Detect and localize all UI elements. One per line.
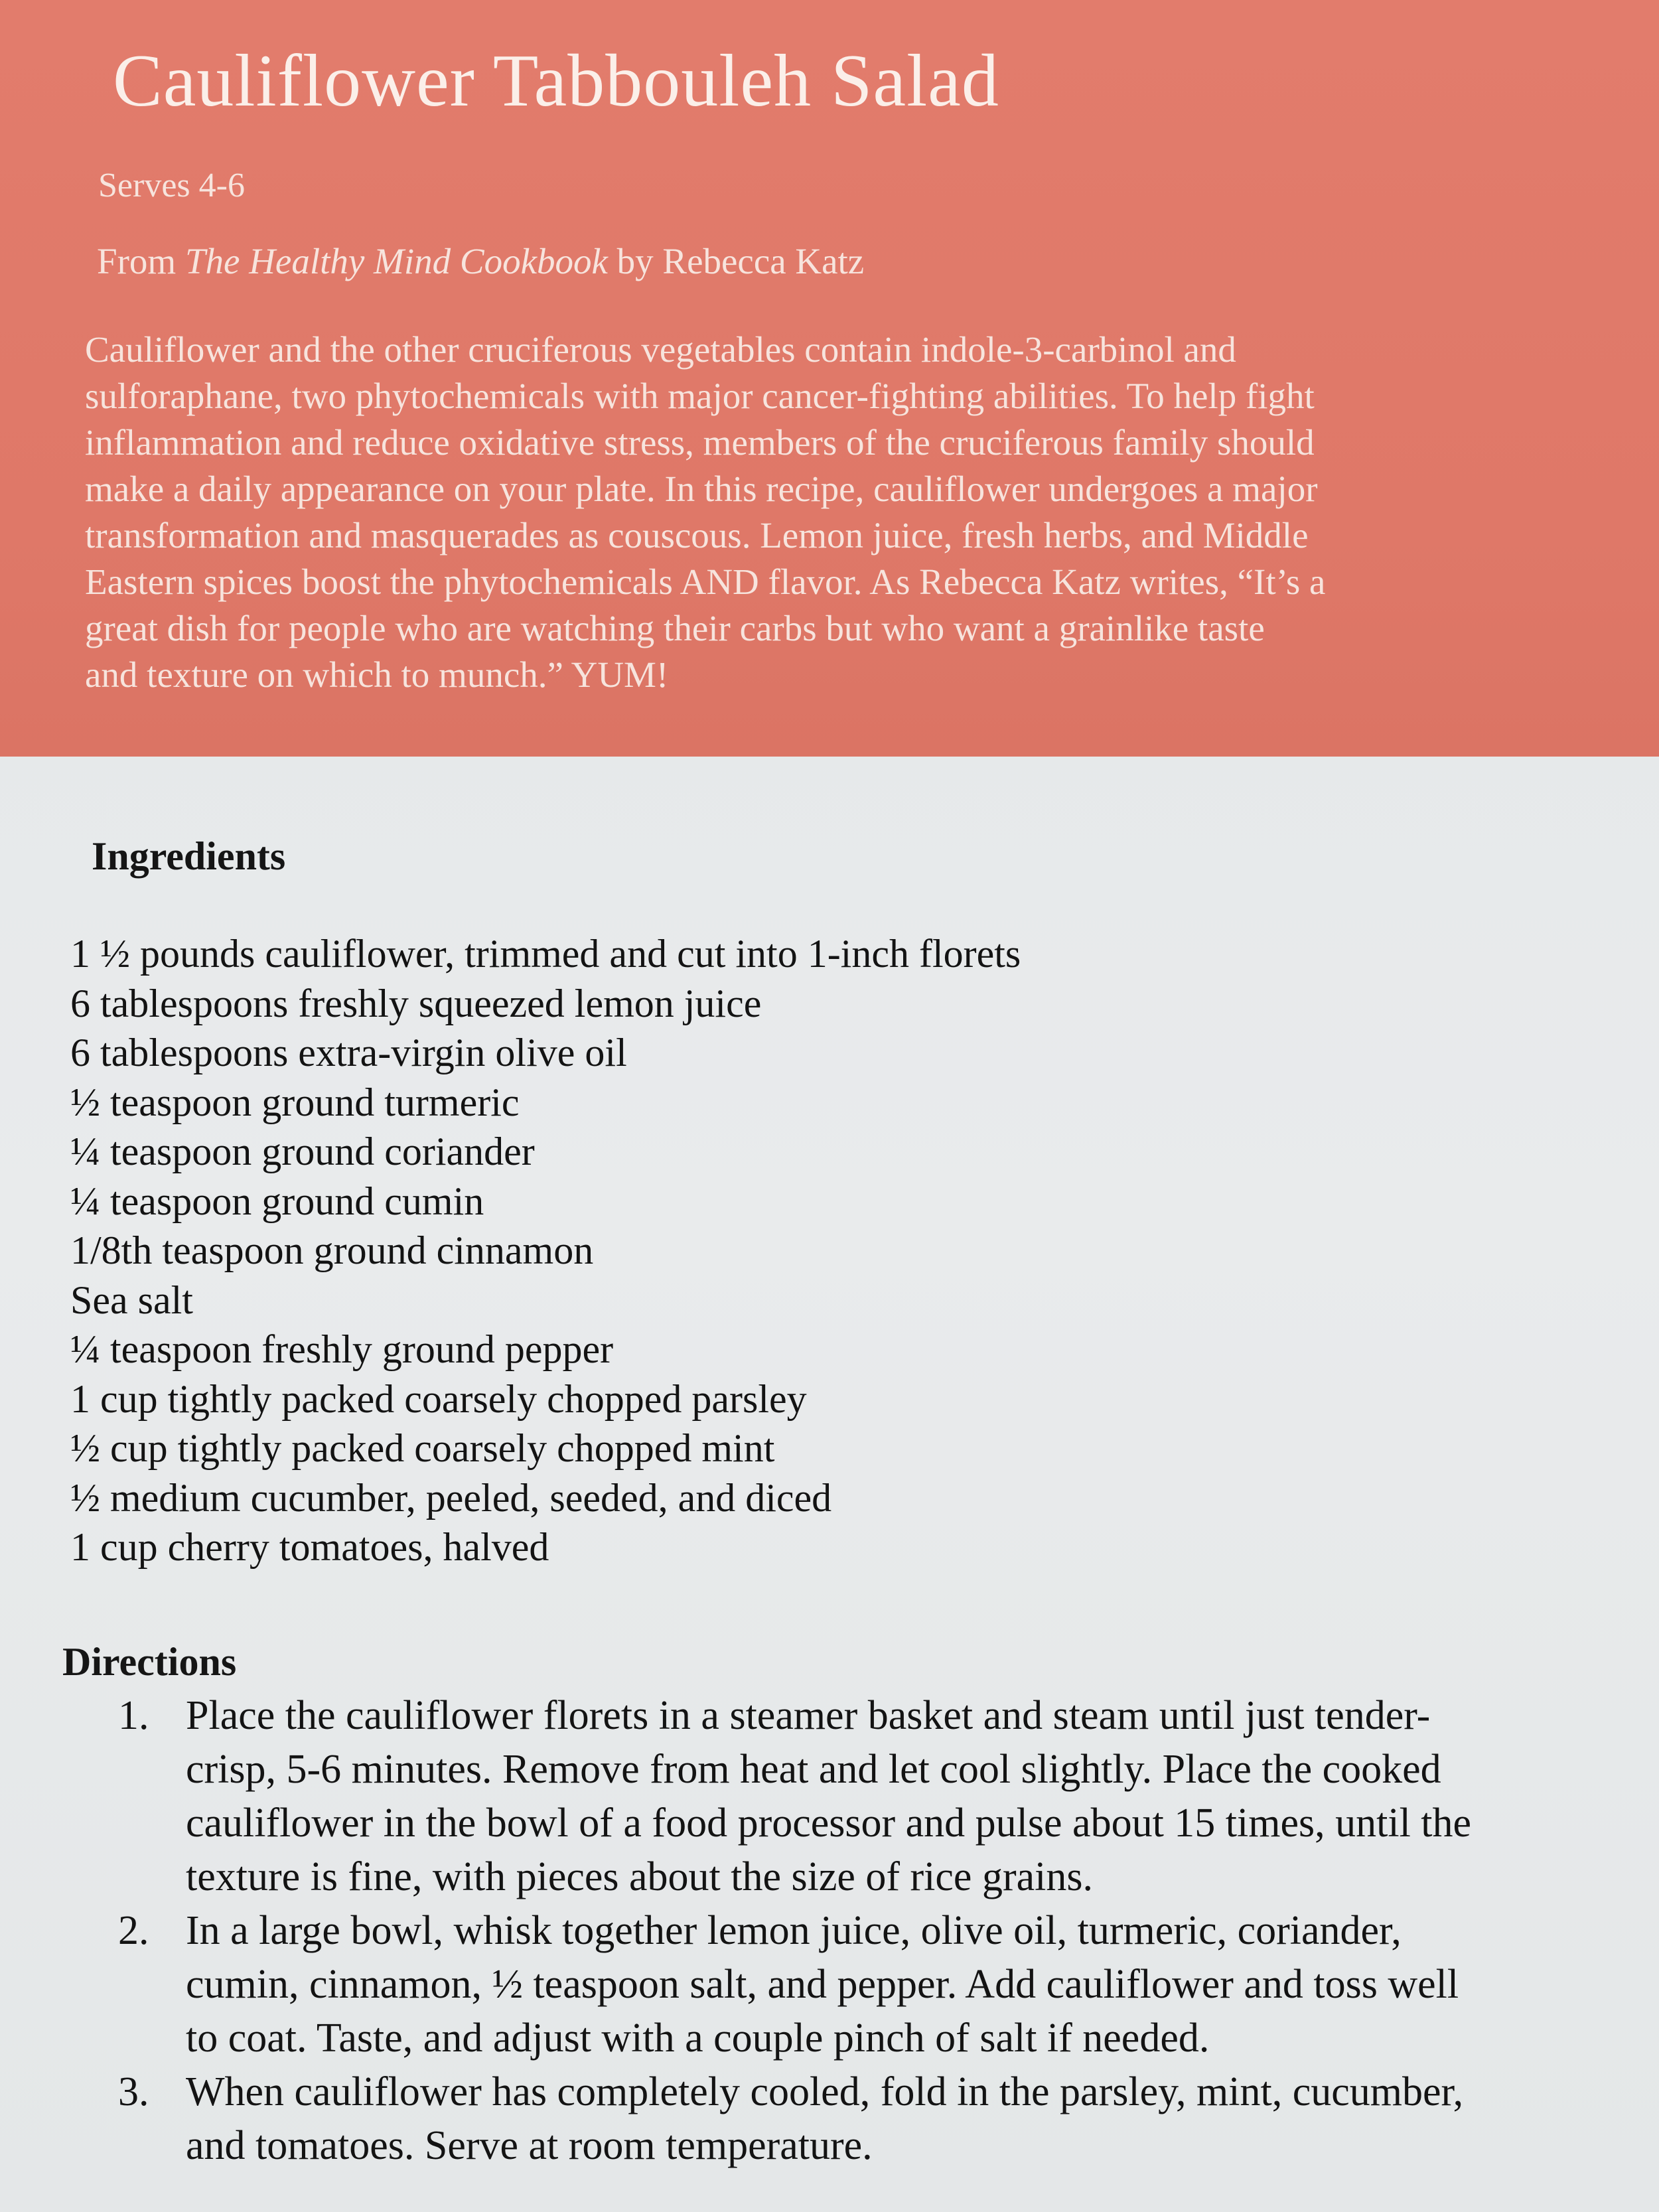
ingredient-item: Sea salt [70, 1278, 193, 1322]
ingredient-item: 1 ½ pounds cauliflower, trimmed and cut into 1-inch florets [70, 932, 1021, 976]
ingredient-item: 6 tablespoons extra-virgin olive oil [70, 1031, 627, 1074]
intro-line: Cauliflower and the other cruciferous vegetables contain indole-3-carbinol and [85, 329, 1236, 370]
ingredient-item: ½ medium cucumber, peeled, seeded, and diced [70, 1475, 832, 1520]
ingredient-item: 6 tablespoons freshly squeezed lemon juice [70, 981, 762, 1025]
intro-line: make a daily appearance on your plate. In this recipe, cauliflower undergoes a major [85, 469, 1318, 509]
recipe-source [97, 240, 864, 282]
ingredient-item: 1 cup tightly packed coarsely chopped parsley [70, 1376, 807, 1421]
direction-step [111, 1904, 1658, 2065]
ingredients-heading: Ingredients [92, 834, 286, 878]
step-text-line: Place the cauliflower florets in a steamer basket and steam until just tender- [186, 1693, 1431, 1738]
step-text-line: texture is fine, with pieces about the size of rice grains. [186, 1854, 1093, 1899]
ingredient-item: ¼ teaspoon ground coriander [70, 1130, 535, 1173]
directions-list [111, 1689, 1658, 2173]
intro-line: and texture on which to munch.” YUM! [85, 654, 669, 695]
step-number: 3. [118, 2069, 149, 2114]
recipe-title: Cauliflower Tabbouleh Salad [113, 40, 999, 122]
directions-heading: Directions [62, 1640, 237, 1684]
intro-line: transformation and masquerades as couscous. Lemon juice, fresh herbs, and Middle [85, 515, 1309, 555]
ingredient-item: ½ cup tightly packed coarsely chopped mint [70, 1426, 775, 1470]
intro-line: inflammation and reduce oxidative stress, members of the cruciferous family should [85, 422, 1315, 463]
ingredient-item: ½ teaspoon ground turmeric [70, 1080, 520, 1124]
intro-paragraph [85, 327, 1611, 698]
source-prefix: From [97, 241, 185, 281]
servings: Serves 4-6 [98, 167, 245, 204]
step-number: 2. [118, 1908, 149, 1953]
ingredient-item: 1 cup cherry tomatoes, halved [70, 1525, 549, 1569]
source-book-title: The Healthy Mind Cookbook [184, 241, 608, 281]
ingredient-item: ¼ teaspoon ground cumin [70, 1179, 484, 1223]
direction-step [111, 2065, 1658, 2173]
intro-line: sulforaphane, two phytochemicals with major cancer-fighting abilities. To help fight [85, 376, 1315, 416]
step-text-line: to coat. Taste, and adjust with a couple pinch of salt if needed. [186, 2016, 1210, 2061]
intro-line: great dish for people who are watching their carbs but who want a grainlike taste [85, 608, 1265, 648]
direction-step [111, 1689, 1658, 1904]
step-text-line: cauliflower in the bowl of a food processor and pulse about 15 times, until the [186, 1801, 1472, 1846]
step-text-line: When cauliflower has completely cooled, fold in the parsley, mint, cucumber, [186, 2069, 1464, 2114]
step-number: 1. [118, 1693, 149, 1738]
step-text-line: cumin, cinnamon, ½ teaspoon salt, and pepper. Add cauliflower and toss well [186, 1962, 1459, 2007]
step-text-line: crisp, 5-6 minutes. Remove from heat and let cool slightly. Place the cooked [186, 1747, 1441, 1792]
source-author: by Rebecca Katz [607, 241, 865, 281]
ingredient-item: 1/8th teaspoon ground cinnamon [70, 1228, 594, 1272]
ingredients-list [70, 929, 1021, 1572]
step-text-line: In a large bowl, whisk together lemon juice, olive oil, turmeric, coriander, [186, 1908, 1402, 1953]
step-text-line: and tomatoes. Serve at room temperature. [186, 2123, 873, 2168]
ingredient-item: ¼ teaspoon freshly ground pepper [70, 1327, 614, 1371]
intro-line: Eastern spices boost the phytochemicals AND flavor. As Rebecca Katz writes, “It’s a [85, 561, 1326, 602]
